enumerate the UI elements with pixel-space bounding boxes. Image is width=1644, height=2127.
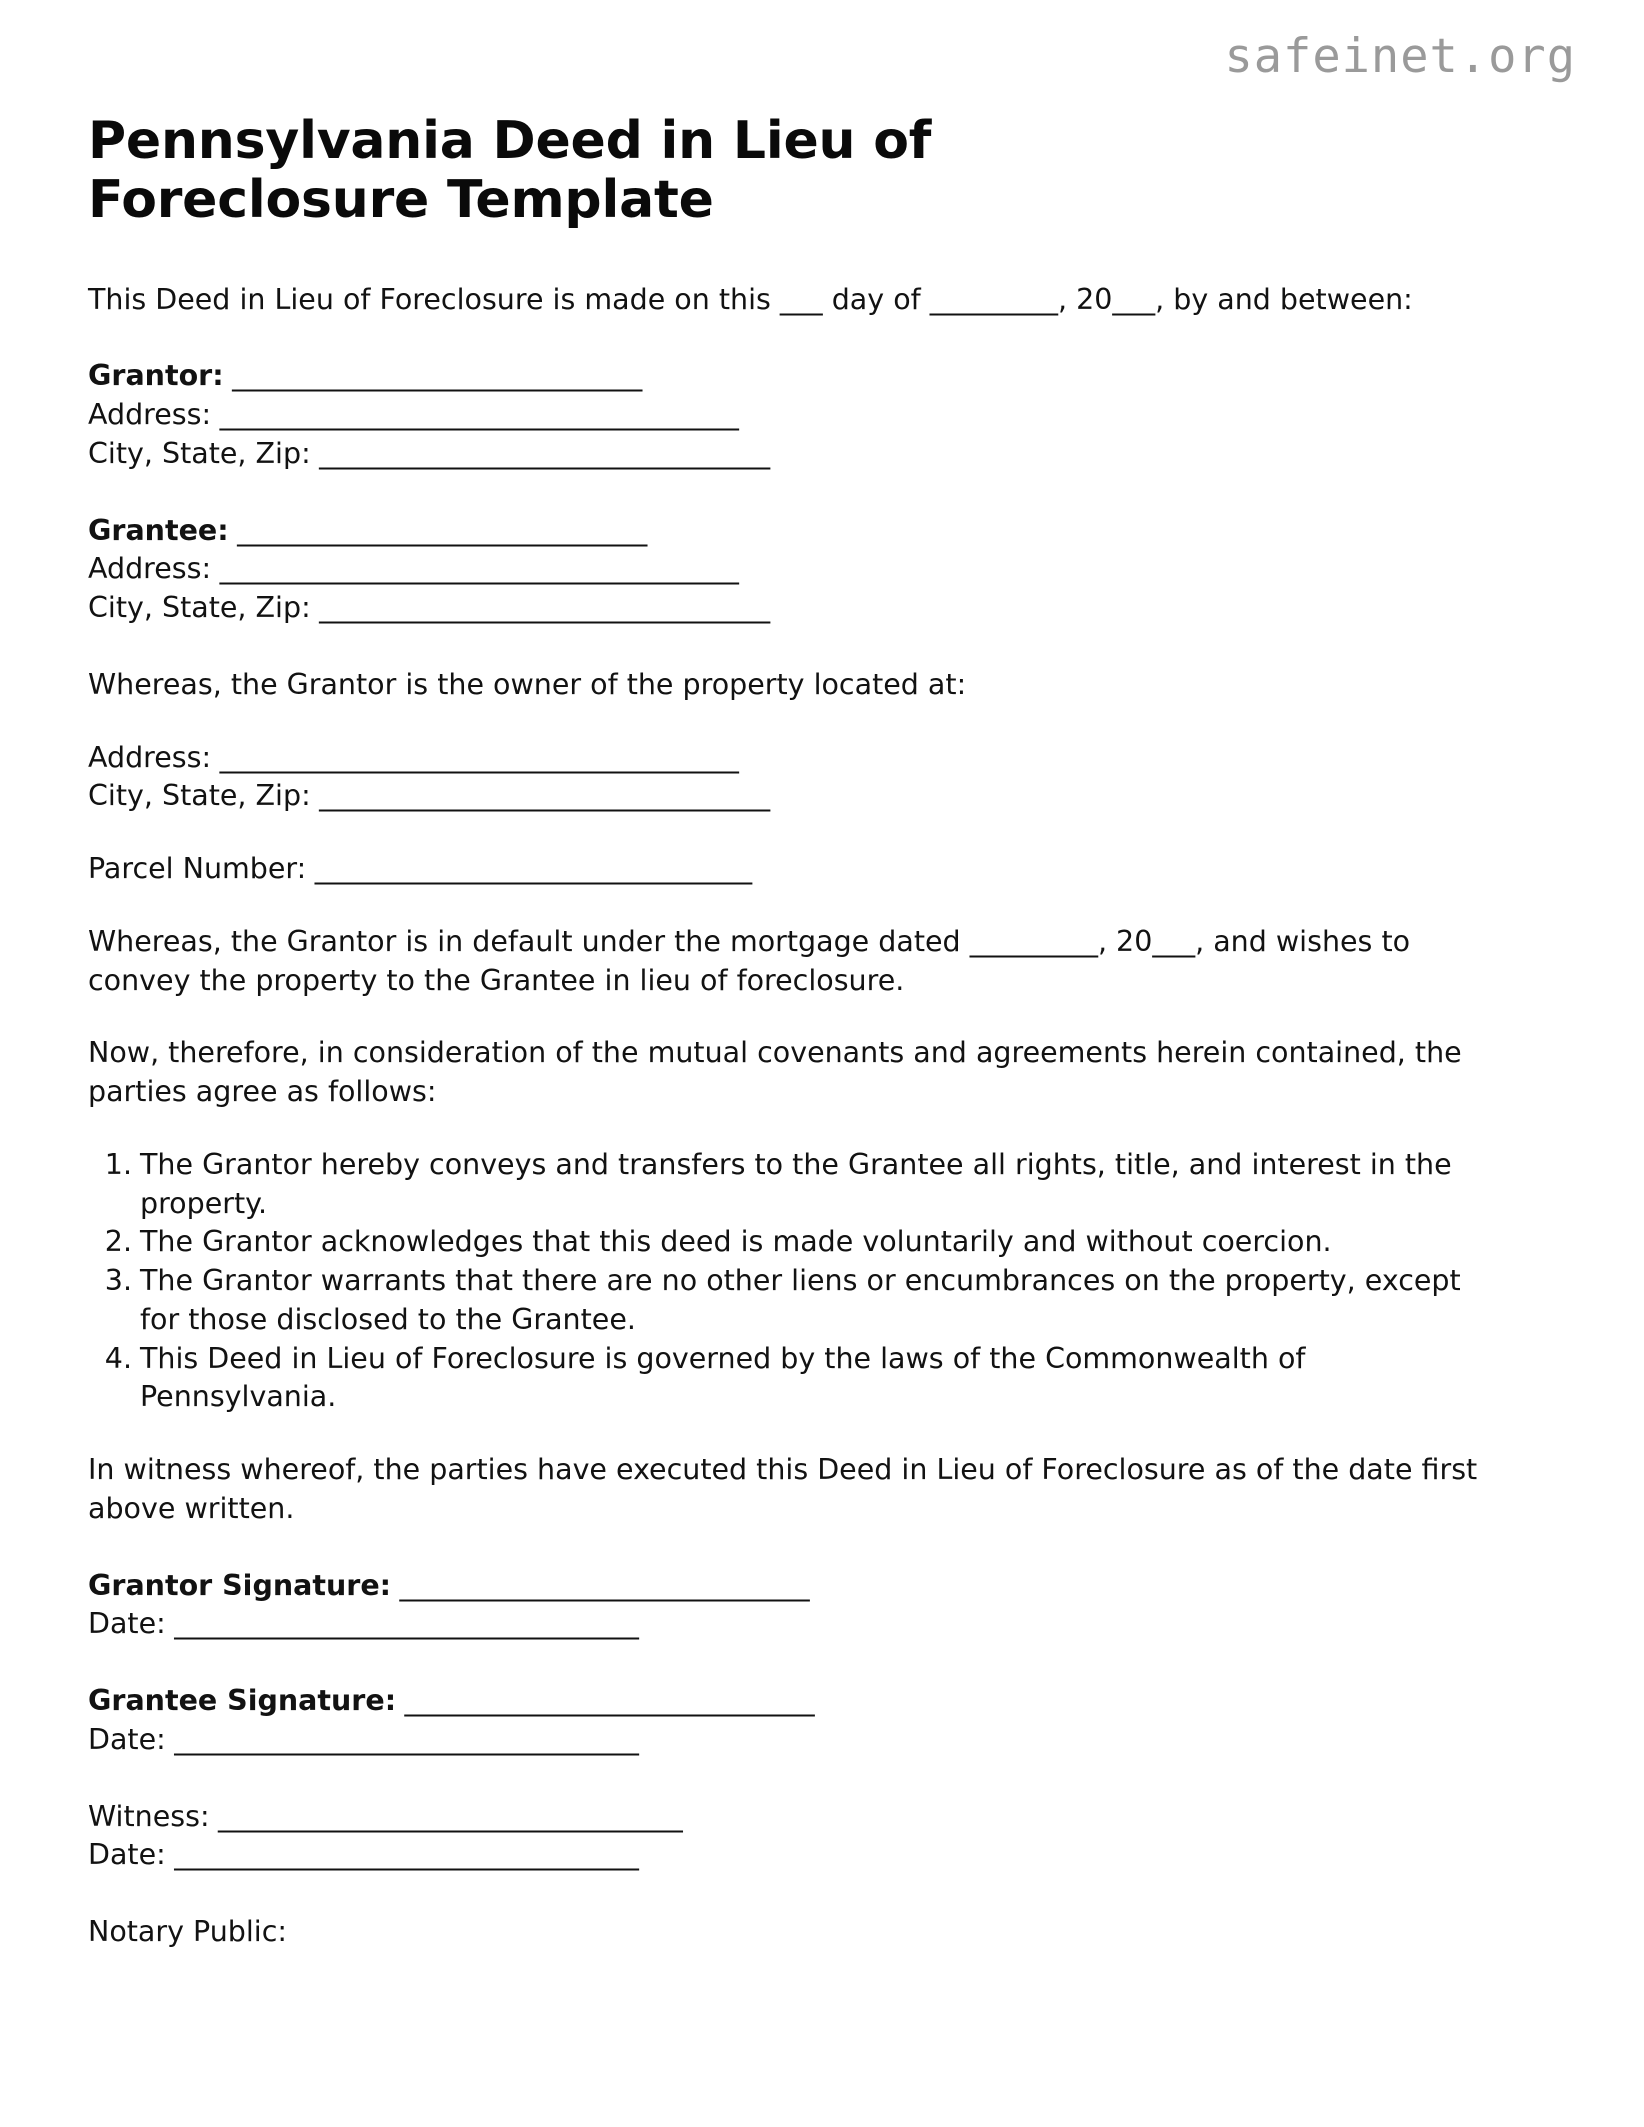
parcel-number-label: Parcel Number: [88,852,307,886]
property-city-blank[interactable]: _________________________________ [310,779,770,813]
grantor-name-blank[interactable]: ______________________________ [223,359,642,393]
witness-blank[interactable]: __________________________________ [209,1799,683,1833]
grantee-block [88,512,1558,628]
grantor-name-label: Grantor: [88,359,224,393]
grantor-address-field [88,396,1558,435]
spacer [88,1529,1558,1567]
spacer [88,1644,1558,1682]
spacer [88,1417,1558,1451]
spacer [88,705,1558,739]
notary-public-label: Notary Public: [88,1915,287,1949]
grantor-date-blank[interactable]: __________________________________ [165,1607,639,1641]
grantor-signature-blank[interactable]: ______________________________ [391,1568,810,1602]
grantor-signature-label: Grantor Signature: [88,1568,392,1602]
grantor-block [88,357,1558,473]
grantor-signature-block [88,1567,1558,1645]
notary-public-field [88,1913,1558,1952]
spacer [88,1875,1558,1913]
spacer [88,1112,1558,1146]
grantor-date-field [88,1605,1558,1644]
witness-date-blank[interactable]: __________________________________ [165,1838,639,1872]
spacer [88,1000,1558,1034]
list-item: The Grantor hereby conveys and transfers to the Grantee all rights, title, and interest in the property. [140,1147,1452,1220]
spacer [88,1760,1558,1798]
terms-list [88,1146,1488,1417]
grantor-name-field [88,357,1558,396]
grantor-signature-field [88,1567,1558,1606]
grantee-name-label: Grantee: [88,513,229,547]
grantor-city-blank[interactable]: _________________________________ [310,436,770,470]
spacer [88,231,1558,281]
page-title: Pennsylvania Deed in Lieu of Foreclosure Template [88,111,932,231]
grantee-signature-label: Grantee Signature: [88,1684,397,1718]
grantee-city-field [88,589,1558,628]
grantee-signature-blank[interactable]: ______________________________ [396,1684,815,1718]
grantor-city-field [88,435,1558,474]
witness-clause-paragraph: In witness whereof, the parties have executed this Deed in Lieu of Foreclosure as of the date first above written. [88,1453,1478,1525]
grantee-address-field [88,550,1558,589]
list-item: The Grantor acknowledges that this deed is made voluntarily and without coercion. [140,1225,1332,1259]
default-clause-paragraph: Whereas, the Grantor is in default under the mortgage dated _________, 20___, and wishes to convey the property to the Grantee in lieu of foreclosure. [88,924,1411,997]
witness-field [88,1798,1558,1837]
witness-date-label: Date: [88,1838,166,1872]
property-block [88,739,1558,817]
spacer [88,889,1558,923]
property-city-label: City, State, Zip: [88,779,311,813]
spacer [88,319,1558,357]
list-item: This Deed in Lieu of Foreclosure is governed by the laws of the Commonwealth of Pennsylvania. [140,1341,1306,1414]
grantee-city-label: City, State, Zip: [88,591,311,625]
grantee-signature-field [88,1682,1558,1721]
grantor-date-label: Date: [88,1607,166,1641]
parcel-number-blank[interactable]: ________________________________ [306,852,752,886]
grantor-city-label: City, State, Zip: [88,436,311,470]
grantee-date-label: Date: [88,1722,166,1756]
property-intro-paragraph: Whereas, the Grantor is the owner of the property located at: [88,667,967,701]
witness-date-field [88,1836,1558,1875]
grantee-date-field [88,1721,1558,1760]
spacer [88,628,1558,666]
spacer [88,816,1558,850]
grantee-address-label: Address: [88,552,212,586]
property-address-field [88,739,1558,778]
grantee-city-blank[interactable]: _________________________________ [310,591,770,625]
grantee-signature-block [88,1682,1558,1760]
document-body [88,112,1558,1952]
witness-block [88,1798,1558,1876]
grantee-address-blank[interactable]: ______________________________________ [211,552,739,586]
property-address-blank[interactable]: ______________________________________ [211,740,739,774]
grantee-name-field [88,512,1558,551]
intro-paragraph: This Deed in Lieu of Foreclosure is made on this ___ day of _________, 20___, by and between: [88,282,1413,316]
grantor-address-blank[interactable]: ______________________________________ [211,398,739,432]
consideration-paragraph: Now, therefore, in consideration of the mutual covenants and agreements herein contained, the parties agree as follows: [88,1036,1462,1109]
site-watermark: safeinet.org [1224,29,1576,84]
property-address-label: Address: [88,740,212,774]
list-item: The Grantor warrants that there are no other liens or encumbrances on the property, except for those disclosed to the Grantee. [140,1264,1461,1336]
property-city-field [88,777,1558,816]
grantor-address-label: Address: [88,398,212,432]
parcel-number-field [88,850,1558,889]
grantee-date-blank[interactable]: __________________________________ [165,1722,639,1756]
spacer [88,474,1558,512]
witness-label: Witness: [88,1799,210,1833]
grantee-name-blank[interactable]: ______________________________ [228,513,647,547]
